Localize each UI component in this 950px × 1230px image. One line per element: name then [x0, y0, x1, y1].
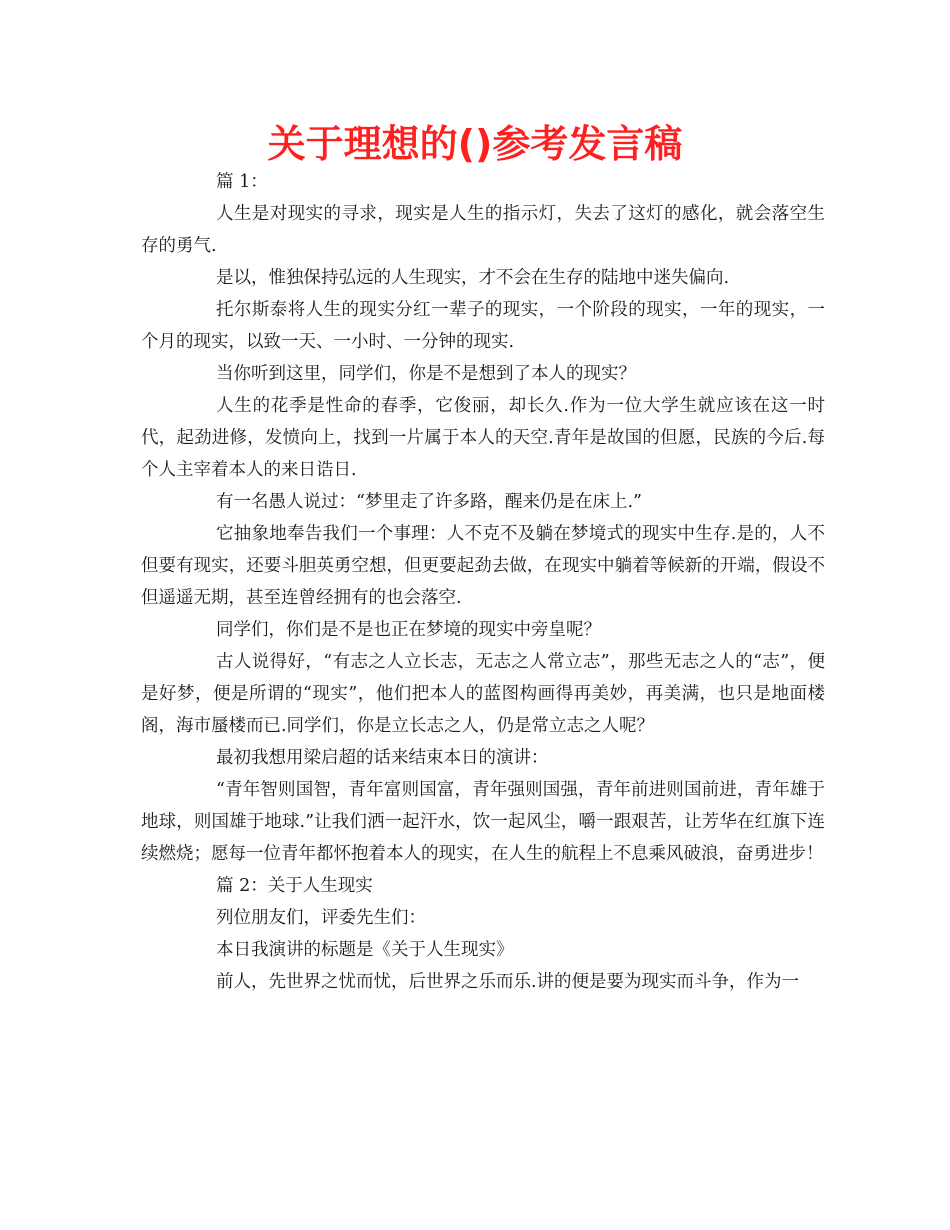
paragraph: 篇 1：: [216, 172, 268, 192]
document-title: 关于理想的()参考发言稿: [267, 122, 683, 166]
paragraph: 古人说得好，“有志之人立长志，无志之人常立志”，那些无志之人的“志”，便是好梦，便是所谓的“现实”，他们把本人的蓝图构画得再美妙，再美满，也只是地面楼阁，海市蜃楼而已.同学们，你是立长志之人，仍是常立志之人呢？: [141, 652, 825, 736]
paragraph: “青年智则国智，青年富则国富，青年强则国强，青年前进则国前进，青年雄于地球，则国雄于地球.”让我们洒一起汗水，饮一起风尘，嚼一跟艰苦，让芳华在红旗下连续燃烧；愿每一位青年都怀抱着本人的现实，在人生的航程上不息乘风破浪，奋勇进步！: [141, 780, 825, 864]
paragraph: 本日我演讲的标题是《关于人生现实》: [216, 940, 514, 960]
paragraph: 列位朋友们，评委先生们：: [216, 908, 426, 928]
paragraph: 是以，惟独保持弘远的人生现实，才不会在生存的陆地中迷失偏向.: [216, 268, 730, 288]
document-body: [141, 166, 825, 998]
paragraph: 它抽象地奉告我们一个事理：人不克不及躺在梦境式的现实中生存.是的，人不但要有现实，还要斗胆英勇空想，但更要起劲去做，在现实中躺着等候新的开端，假设不但遥遥无期，甚至连曾经拥有的也会落空.: [141, 524, 825, 608]
paragraph: 篇 2：关于人生现实: [216, 876, 373, 896]
paragraph: 托尔斯泰将人生的现实分红一辈子的现实，一个阶段的现实，一年的现实，一个月的现实，以致一天、一小时、一分钟的现实.: [141, 300, 825, 352]
paragraph: 人生的花季是性命的春季，它俊丽，却长久.作为一位大学生就应该在这一时代，起劲进修，发愤向上，找到一片属于本人的天空.青年是故国的但愿，民族的今后.每个人主宰着本人的来日诰日.: [141, 396, 825, 480]
paragraph: 前人，先世界之忧而忧，后世界之乐而乐.讲的便是要为现实而斗争，作为一: [216, 972, 800, 992]
paragraph: 人生是对现实的寻求，现实是人生的指示灯，失去了这灯的感化，就会落空生存的勇气.: [141, 204, 825, 256]
paragraph: 当你听到这里，同学们，你是不是想到了本人的现实？: [216, 364, 636, 384]
paragraph: 最初我想用梁启超的话来结束本日的演讲：: [216, 748, 549, 768]
paragraph: 有一名愚人说过：“梦里走了许多路，醒来仍是在床上.”: [216, 492, 642, 512]
paragraph: 同学们，你们是不是也正在梦境的现实中旁皇呢？: [216, 620, 601, 640]
